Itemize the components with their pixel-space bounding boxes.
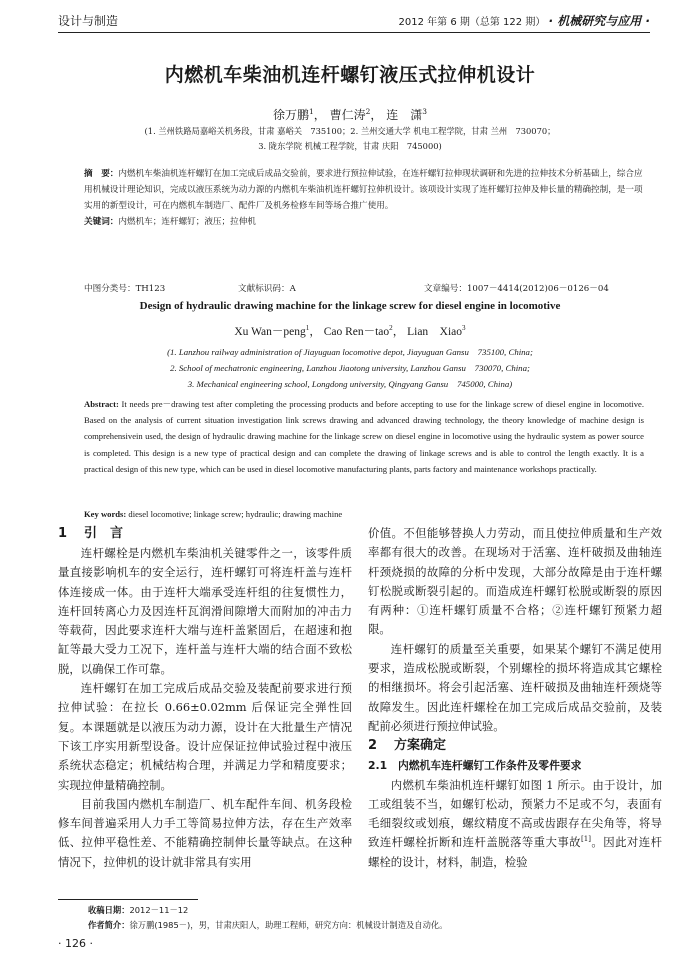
abstract-chinese: 摘 要：内燃机车柴油机连杆螺钉在加工完成后成品交验前，要求进行预拉伸试验，在连杆螺钉拉伸现状调研和先进的拉伸技术分析基础上，综合应用机械设计理论知识，完成以液压系统为动力源的内燃机车柴油机连杆螺钉拉伸机设计。该项设计实现了连杆螺钉拉伸及伸长量的精确控制，是一项实用的新型设计，可在内燃机车制造厂、配件厂及机务检修车间等场合推广使用。 关键词：内燃机车；连杆螺钉；液压；拉伸机 bbox=[84, 169, 643, 227]
body-paragraph: 内燃机车柴油机连杆螺钉如图 1 所示。由于设计，加工或组装不当，如螺钉松动，预紧力不足或不匀，表面有毛细裂纹或划痕，螺纹精度不高或齿跟存在尖角等，将导致连杆螺栓折断和连杆盖脱落等重大事故[1]。因此对连杆螺栓的设计，材料，制造，检验 bbox=[368, 777, 662, 869]
abstract-english: Abstract: It needs pre－drawing test after completing the processing products and before accepting to use for the linkage screw of diesel engine in locomotive. Based on the analysis of current situation investigation link screws drawing and advanced drawing technology, the theory knowledge of machine design is comprehensivein used, the design of hydraulic drawing machine for the linkage screw on diesel engine in locomotive using the hydraulic system as power source is completed. This design is a new type of practical design and can complete the drawing of linkage screws and is able to control the length exactly. It is a practical design of this new type, which can be used in diesel locomotive manufacturing plants, parts factory and maintenance workshops practically. bbox=[84, 399, 644, 474]
running-header-section: 设计与制造 bbox=[58, 14, 119, 28]
affiliation-english-line: (1. Lanzhou railway administration of Jiayuguan locomotive depot, Jiayuguan Gansu 735100, China; bbox=[167, 347, 533, 357]
affiliation-english-line: 3. Mechanical engineering school, Longdong university, Qingyang Gansu 745000, China) bbox=[187, 379, 513, 389]
body-paragraph: 目前我国内燃机车制造厂、机车配件车间、机务段检修车间普遍采用人力手工等简易拉伸方法，存在生产效率低、拉伸平稳性差、不能精确控制伸长量等缺点。在这种情况下，拉伸机的设计就非常具有实用 bbox=[58, 796, 352, 869]
affiliation-chinese-line: 3. 陇东学院 机械工程学院，甘肃 庆阳 745000) bbox=[258, 141, 442, 151]
title-chinese: 内燃机车柴油机连杆螺钉液压式拉伸机设计 bbox=[164, 64, 536, 86]
keywords-english: Key words: diesel locomotive; linkage screw; hydraulic; drawing machine bbox=[84, 509, 343, 519]
keywords-chinese-label: 关键词： bbox=[84, 217, 119, 227]
affiliation-chinese-line: (1. 兰州铁路局嘉峪关机务段，甘肃 嘉峪关 735100；2. 兰州交通大学 机电工程学院，甘肃 兰州 730070； bbox=[144, 126, 556, 136]
header-rule bbox=[58, 32, 650, 33]
body-column-left bbox=[58, 524, 352, 872]
issue-info: 2012 年第 6 期（总第 122 期） bbox=[398, 17, 546, 28]
title-english: Design of hydraulic drawing machine for the linkage screw for diesel engine in locomotive bbox=[139, 300, 561, 312]
journal-name: · 机械研究与应用 · bbox=[548, 14, 650, 28]
body-paragraph: 连杆螺钉在加工完成后成品交验及装配前要求进行预拉伸试验：在拉长 0.66±0.02mm 后保证完全弹性回复。本课题就是以液压为动力源，设计在大批量生产情况下该工序实用新型设备。设计应保证拉伸试验过程中液压系统状态稳定；机械结构合理，并满足力学和精度要求；实现拉伸量精确控制。 bbox=[58, 681, 352, 792]
section-heading: 2 方案确定 bbox=[368, 738, 447, 754]
authors-chinese: 徐万鹏$^1$， 曹仁涛$^2$， 连 潇$^3$ bbox=[273, 107, 427, 122]
page-number: · 126 · bbox=[58, 937, 93, 950]
footnote-rule bbox=[58, 899, 198, 900]
keywords-chinese: 内燃机车；连杆螺钉；液压；拉伸机 bbox=[118, 217, 256, 227]
section-heading: 1 引 言 bbox=[58, 526, 124, 541]
body-paragraph: 价值。不但能够替换人力劳动，而且使拉伸质量和生产效率都有很大的改善。在现场对于活塞、连杆破损及曲轴连杆颈烧损的故障的分析中发现，大部分故障是由于连杆螺钉松脱或断裂引起的。而造成连杆螺钉松脱或断裂的原因有两种：①连杆螺钉质量不合格；②连杆螺钉预紧力超限。 bbox=[368, 526, 662, 637]
received-date: 收稿日期：2012－11－12 bbox=[88, 905, 189, 915]
body-paragraph: 连杆螺钉的质量至关重要，如果某个螺钉不满足使用要求，造成松脱或断裂，个别螺栓的损坏将造成其它螺栓的相继损坏。将会引起活塞、连杆破损及曲轴连杆颈烧等故障发生。因此连杆螺栓在加工完成后成品交验前，及装配前必须进行预拉伸试验。 bbox=[368, 641, 662, 733]
subsection-heading: 2.1 内燃机车连杆螺钉工作条件及零件要求 bbox=[368, 759, 582, 773]
running-header-journal bbox=[399, 12, 650, 29]
authors-english: Xu Wan－peng$^1$， Cao Ren－tao$^2$， Lian Xiao$^3$ bbox=[234, 324, 466, 338]
document-code: 文献标识码：A bbox=[238, 284, 296, 294]
body-paragraph: 连杆螺栓是内燃机车柴油机关键零件之一，该零件质量直接影响机车的安全运行，连杆螺钉可将连杆盖与连杆体连接成一体。由于连杆大端承受连杆组的往复惯性力，连杆回转离心力及因连杆瓦润滑间隙增大而附加的冲击力等载荷，因此要求连杆大端与连杆盖紧固后，在超速和抱缸等最大受力工况下，连杆盖与连杆大端的结合面不致松脱，以确保工作可靠。 bbox=[58, 546, 352, 676]
clc-number: 中图分类号：TH123 bbox=[84, 284, 166, 294]
author-bio: 作者简介：徐万鹏(1985－)，男，甘肃庆阳人，助理工程师，研究方向：机械设计制造及自动化。 bbox=[88, 920, 448, 930]
citation-ref: [1] bbox=[581, 834, 591, 844]
affiliation-english-line: 2. School of mechatronic engineering, Lanzhou Jiaotong university, Lanzhou Gansu 730070, China; bbox=[170, 363, 530, 373]
body-column-right bbox=[368, 524, 662, 872]
article-number: 文章编号：1007－4414(2012)06－0126－04 bbox=[424, 284, 609, 294]
